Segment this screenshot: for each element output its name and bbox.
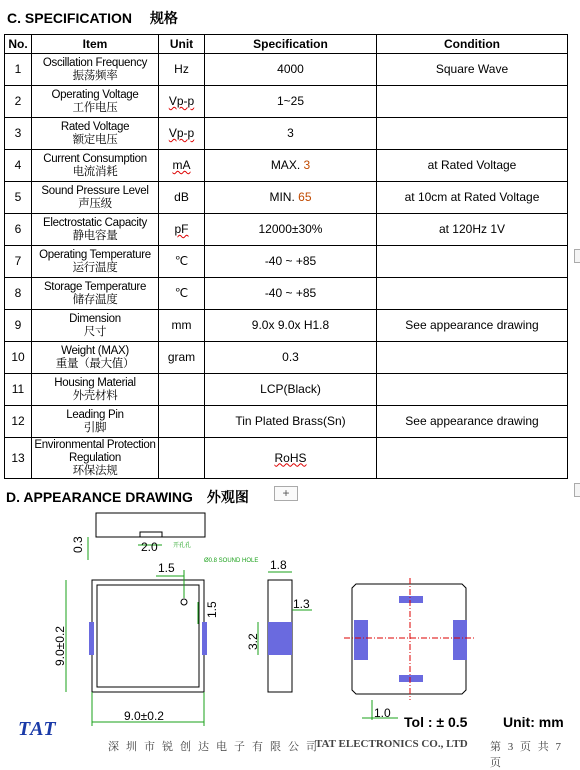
cell-unit: ℃	[159, 278, 205, 310]
cell-spec: 4000	[205, 54, 377, 86]
item-en: Weight (MAX)	[61, 344, 129, 357]
footer-company-cn: 深圳市锐创达电子有限公司	[108, 741, 324, 753]
cell-unit: ℃	[159, 246, 205, 278]
dim-label-15b: 1.5	[205, 601, 219, 618]
front-outer	[92, 580, 204, 692]
section-c-title: C. SPECIFICATION 规格	[7, 10, 178, 26]
cell-unit: dB	[159, 182, 205, 214]
cell-no: 9	[5, 310, 32, 342]
cell-spec: 1~25	[205, 86, 377, 118]
item-zh: 引脚	[83, 421, 107, 434]
pad	[354, 620, 368, 660]
cell-unit: Vp-p	[159, 118, 205, 150]
cell-spec: 12000±30%	[205, 214, 377, 246]
tolerance: Tol : ± 0.5	[404, 714, 468, 730]
cell-spec: Tin Plated Brass(Sn)	[205, 406, 377, 438]
top-note: 开孔孔	[173, 543, 192, 549]
item-en: Storage Temperature	[43, 280, 147, 293]
add-button[interactable]: +	[274, 486, 298, 501]
cell-no: 2	[5, 86, 32, 118]
dim-label-03: 0.3	[71, 536, 85, 553]
cell-unit: Vp-p	[159, 86, 205, 118]
cell-spec: 0.3	[205, 342, 377, 374]
item-en: Current Consumption	[43, 152, 147, 165]
item-en: Leading Pin	[66, 408, 124, 421]
cell-no: 10	[5, 342, 32, 374]
cell-no: 5	[5, 182, 32, 214]
cell-no: 13	[5, 438, 32, 479]
spec-value: 3	[303, 158, 311, 172]
dim-label-32: 3.2	[246, 633, 260, 650]
item-en: Environmental Protection Regulation	[34, 438, 156, 464]
sound-hole	[181, 599, 187, 605]
item-en: Operating Temperature	[39, 248, 151, 261]
cell-cond: at 10cm at Rated Voltage	[377, 182, 568, 214]
section-d-title: D. APPEARANCE DRAWING 外观图	[6, 489, 249, 505]
item-en: Oscillation Frequency	[42, 56, 148, 69]
col-item: Item	[32, 35, 159, 54]
cell-no: 8	[5, 278, 32, 310]
dim-label-20: 2.0	[141, 540, 158, 554]
cell-cond: See appearance drawing	[377, 406, 568, 438]
cell-cond: See appearance drawing	[377, 310, 568, 342]
item-zh: 额定电压	[72, 133, 118, 146]
item-zh: 电流消耗	[72, 165, 118, 178]
cell-spec: RoHS	[205, 438, 377, 479]
pad	[399, 596, 423, 603]
side-view-body	[96, 513, 205, 537]
dim-label-18: 1.8	[270, 558, 287, 572]
spec-prefix: MAX.	[270, 158, 301, 172]
footer-company-en: TAT ELECTRONICS CO., LTD	[315, 738, 468, 750]
item-zh: 外壳材料	[72, 389, 118, 402]
col-spec: Specification	[205, 35, 377, 54]
item-en: Dimension	[69, 312, 121, 325]
col-unit: Unit	[159, 35, 205, 54]
cell-spec: 3	[205, 118, 377, 150]
cell-no: 12	[5, 406, 32, 438]
cell-unit: Hz	[159, 54, 205, 86]
item-zh: 储存温度	[72, 293, 118, 306]
item-en: Rated Voltage	[60, 120, 130, 133]
unit-label: Unit: mm	[503, 714, 564, 730]
pad	[268, 622, 292, 655]
spec-value: 65	[298, 190, 312, 204]
pad	[202, 622, 207, 655]
cell-no: 6	[5, 214, 32, 246]
cell-no: 7	[5, 246, 32, 278]
cell-no: 11	[5, 374, 32, 406]
item-zh: 重量（最大值）	[55, 357, 135, 370]
dim-label-13: 1.3	[293, 597, 310, 611]
cell-spec: -40 ~ +85	[205, 246, 377, 278]
item-zh: 尺寸	[83, 325, 107, 338]
item-zh: 工作电压	[72, 101, 118, 114]
cell-no: 3	[5, 118, 32, 150]
sound-hole-label: Ø0.8 SOUND HOLE	[204, 558, 259, 564]
pad	[89, 622, 94, 655]
cell-no: 1	[5, 54, 32, 86]
item-zh: 运行温度	[72, 261, 118, 274]
item-en: Housing Material	[54, 376, 136, 389]
item-zh: 静电容量	[72, 229, 118, 242]
col-cond: Condition	[377, 35, 568, 54]
cell-no: 4	[5, 150, 32, 182]
cell-unit: mm	[159, 310, 205, 342]
cell-unit: gram	[159, 342, 205, 374]
cell-spec: LCP(Black)	[205, 374, 377, 406]
dim-label-10: 1.0	[374, 706, 391, 720]
item-en: Operating Voltage	[51, 88, 139, 101]
side-view-hole	[140, 532, 162, 537]
cell-unit: mA	[159, 150, 205, 182]
front-inner	[97, 585, 199, 687]
cell-spec: 9.0x 9.0x H1.8	[205, 310, 377, 342]
dim-label-height: 9.0±0.2	[53, 626, 67, 666]
cell-spec: -40 ~ +85	[205, 278, 377, 310]
company-logo: TAT	[18, 718, 57, 740]
cell-unit: pF	[159, 214, 205, 246]
footer-page: 第 3 页 共 7 页	[490, 741, 563, 769]
cell-cond: Square Wave	[377, 54, 568, 86]
dim-label-width: 9.0±0.2	[124, 709, 164, 723]
cell-cond: at Rated Voltage	[377, 150, 568, 182]
item-zh: 振荡频率	[72, 69, 118, 82]
item-en: Sound Pressure Level	[41, 184, 149, 197]
spec-prefix: MIN.	[269, 190, 295, 204]
item-zh: 环保法规	[72, 464, 118, 477]
col-no: No.	[5, 35, 32, 54]
pad	[453, 620, 467, 660]
cell-cond: at 120Hz 1V	[377, 214, 568, 246]
item-zh: 声压级	[78, 197, 112, 210]
pad	[399, 675, 423, 682]
item-en: Electrostatic Capacity	[43, 216, 147, 229]
dim-label-15a: 1.5	[158, 561, 175, 575]
